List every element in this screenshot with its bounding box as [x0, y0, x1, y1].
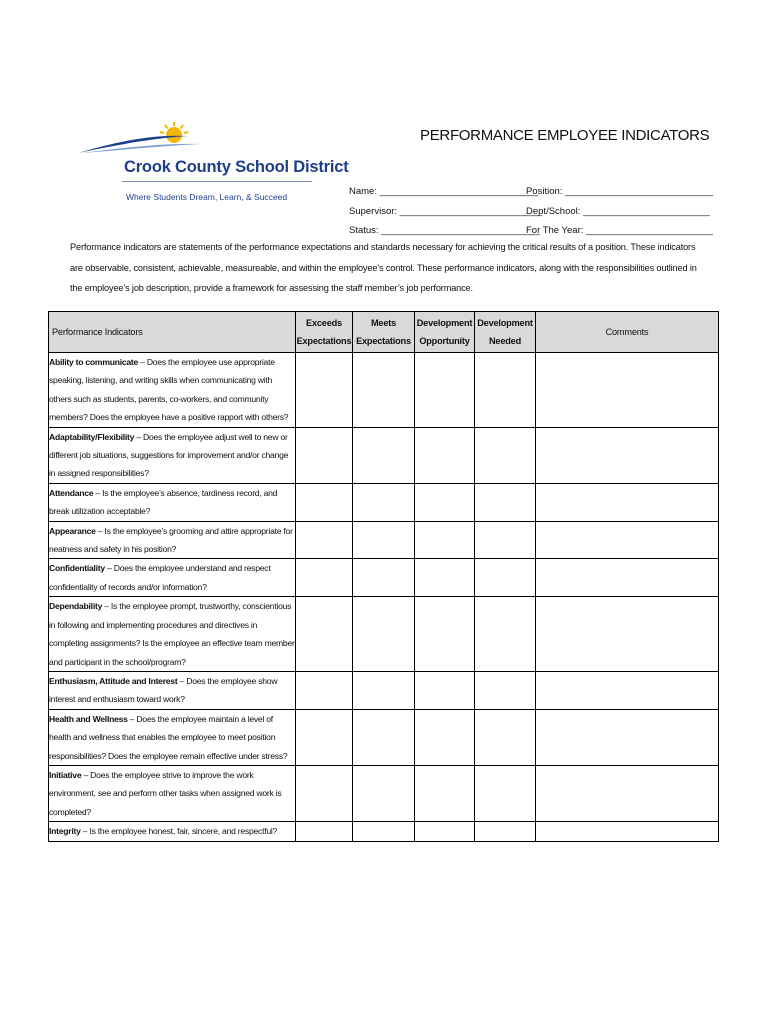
- meets-cell[interactable]: [353, 521, 415, 559]
- table-row: [49, 597, 719, 672]
- indicator-ability-to-communicate: Ability to communicate – Does the employee use appropriate speaking, listening, and writing skills when communicating with others such as students, parents, co-workers, and community members? Does the employee have a positive rapport with others?: [49, 353, 296, 428]
- dev-needed-cell[interactable]: [475, 353, 536, 428]
- dev-needed-cell[interactable]: [475, 483, 536, 521]
- header-performance-indicators: Performance Indicators: [49, 312, 296, 353]
- exceeds-cell[interactable]: [296, 765, 353, 821]
- header-meets-expectations: Meets Expectations: [353, 312, 415, 353]
- indicator-adaptability-flexibility: Adaptability/Flexibility – Does the employee adjust well to new or different job situations, suggestions for improvement and/or change in assigned responsibilities?: [49, 427, 296, 483]
- dev-opportunity-cell[interactable]: [415, 765, 475, 821]
- dev-opportunity-cell[interactable]: [415, 559, 475, 597]
- dev-needed-cell[interactable]: [475, 521, 536, 559]
- logo-divider: [122, 181, 312, 182]
- comments-cell[interactable]: [536, 597, 719, 672]
- header-exceeds-expectations: Exceeds Expectations: [296, 312, 353, 353]
- exceeds-cell[interactable]: [296, 559, 353, 597]
- page-title: PERFORMANCE EMPLOYEE INDICATORS: [420, 127, 710, 144]
- comments-cell[interactable]: [536, 822, 719, 841]
- meets-cell[interactable]: [353, 765, 415, 821]
- exceeds-cell[interactable]: [296, 822, 353, 841]
- for-the-year-field[interactable]: For The Year: ________________________: [526, 225, 713, 236]
- meets-cell[interactable]: [353, 597, 415, 672]
- meets-cell[interactable]: [353, 709, 415, 765]
- meets-cell[interactable]: [353, 427, 415, 483]
- table-row: [49, 559, 719, 597]
- performance-table: [48, 311, 719, 842]
- comments-cell[interactable]: [536, 559, 719, 597]
- table-row: [49, 483, 719, 521]
- logo-district-name: Crook County School District: [124, 158, 349, 176]
- dev-opportunity-cell[interactable]: [415, 483, 475, 521]
- indicator-initiative: Initiative – Does the employee strive to improve the work environment, see and perform other tasks when assigned work is completed?: [49, 765, 296, 821]
- table-row: [49, 427, 719, 483]
- comments-cell[interactable]: [536, 427, 719, 483]
- dev-needed-cell[interactable]: [475, 427, 536, 483]
- intro-paragraph: Performance indicators are statements of the performance expectations and standards necessary for achieving the critical results of a position. These indicators are observable, consistent, achievable, measureable, and within the employee’s control. These performance indicators, along with the responsibilities outlined in the employee’s job description, provide a framework for assessing the staff member’s job performance.: [70, 242, 697, 293]
- exceeds-cell[interactable]: [296, 483, 353, 521]
- table-header-row: [49, 312, 719, 353]
- dev-needed-cell[interactable]: [475, 765, 536, 821]
- meets-cell[interactable]: [353, 353, 415, 428]
- meets-cell[interactable]: [353, 822, 415, 841]
- indicator-confidentiality: Confidentiality – Does the employee understand and respect confidentiality of records and/or information?: [49, 559, 296, 597]
- position-field[interactable]: Position: ____________________________: [526, 186, 714, 197]
- indicator-attendance: Attendance – Is the employee’s absence, tardiness record, and break utilization acceptable?: [49, 483, 296, 521]
- name-field[interactable]: Name: ______________________________: [349, 186, 539, 197]
- table-row: [49, 765, 719, 821]
- dev-needed-cell[interactable]: [475, 671, 536, 709]
- comments-cell[interactable]: [536, 521, 719, 559]
- table-row: [49, 671, 719, 709]
- exceeds-cell[interactable]: [296, 671, 353, 709]
- exceeds-cell[interactable]: [296, 427, 353, 483]
- dev-opportunity-cell[interactable]: [415, 671, 475, 709]
- exceeds-cell[interactable]: [296, 709, 353, 765]
- dev-opportunity-cell[interactable]: [415, 427, 475, 483]
- dev-needed-cell[interactable]: [475, 709, 536, 765]
- header-development-needed: Development Needed: [475, 312, 536, 353]
- district-logo: [76, 120, 349, 210]
- table-row: [49, 521, 719, 559]
- indicator-appearance: Appearance – Is the employee’s grooming and attire appropriate for neatness and safety in his position?: [49, 521, 296, 559]
- indicator-dependability: Dependability – Is the employee prompt, trustworthy, conscientious in following and implementing procedures and directives in completing assignments? Is the employee an effective team member and participant in the school/program?: [49, 597, 296, 672]
- meets-cell[interactable]: [353, 671, 415, 709]
- indicator-integrity: Integrity – Is the employee honest, fair, sincere, and respectful?: [49, 822, 296, 841]
- indicator-enthusiasm: Enthusiasm, Attitude and Interest – Does the employee show interest and enthusiasm toward work?: [49, 671, 296, 709]
- sun-icon: [160, 122, 188, 143]
- comments-cell[interactable]: [536, 765, 719, 821]
- supervisor-field[interactable]: Supervisor: ___________________________: [349, 206, 543, 217]
- header-development-opportunity: Development Opportunity: [415, 312, 475, 353]
- dev-opportunity-cell[interactable]: [415, 597, 475, 672]
- comments-cell[interactable]: [536, 483, 719, 521]
- dev-opportunity-cell[interactable]: [415, 521, 475, 559]
- indicator-health-wellness: Health and Wellness – Does the employee maintain a level of health and wellness that enables the employee to meet position responsibilities? Does the employee remain effective under stress?: [49, 709, 296, 765]
- comments-cell[interactable]: [536, 671, 719, 709]
- exceeds-cell[interactable]: [296, 521, 353, 559]
- dev-needed-cell[interactable]: [475, 822, 536, 841]
- dev-opportunity-cell[interactable]: [415, 353, 475, 428]
- dev-needed-cell[interactable]: [475, 597, 536, 672]
- table-row: [49, 709, 719, 765]
- dev-needed-cell[interactable]: [475, 559, 536, 597]
- dev-opportunity-cell[interactable]: [415, 709, 475, 765]
- dev-opportunity-cell[interactable]: [415, 822, 475, 841]
- table-row: [49, 353, 719, 428]
- status-field[interactable]: Status: ______________________________: [349, 225, 540, 236]
- meets-cell[interactable]: [353, 483, 415, 521]
- comments-cell[interactable]: [536, 709, 719, 765]
- exceeds-cell[interactable]: [296, 597, 353, 672]
- table-row: [49, 822, 719, 841]
- exceeds-cell[interactable]: [296, 353, 353, 428]
- dept-school-field[interactable]: Dept/School: ________________________: [526, 206, 710, 217]
- header-comments: Comments: [536, 312, 719, 353]
- logo-tagline: Where Students Dream, Learn, & Succeed: [126, 192, 288, 202]
- comments-cell[interactable]: [536, 353, 719, 428]
- meets-cell[interactable]: [353, 559, 415, 597]
